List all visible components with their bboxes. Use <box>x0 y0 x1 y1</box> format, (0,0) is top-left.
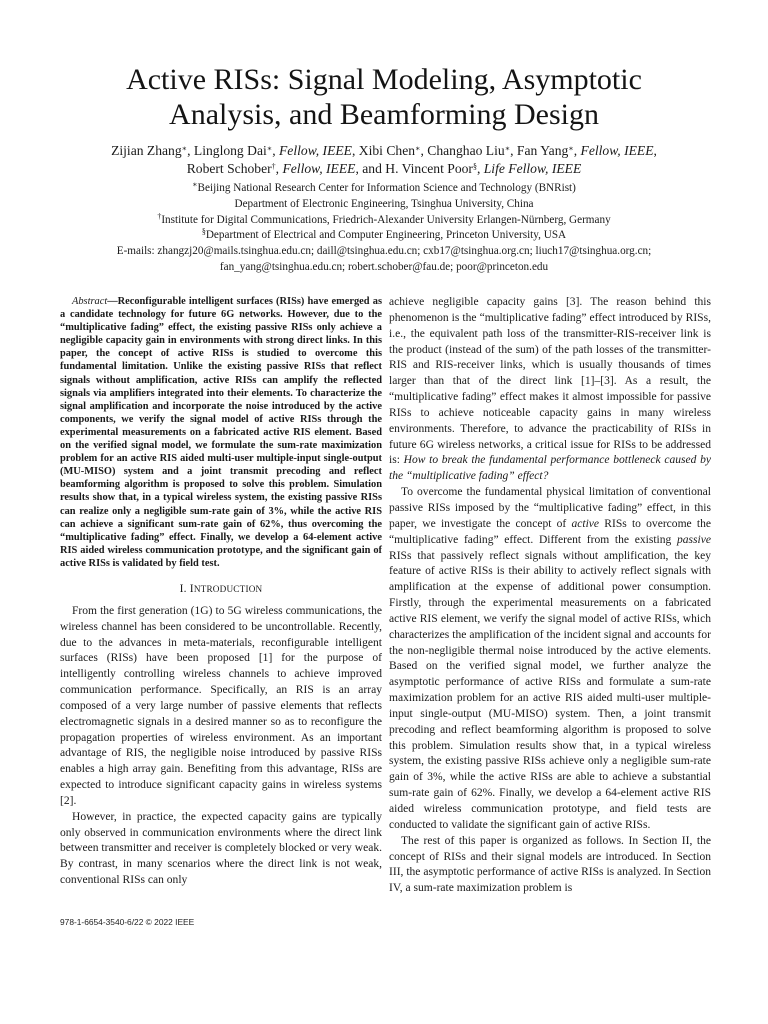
copyright-footer: 978-1-6654-3540-6/22 © 2022 IEEE <box>60 917 195 927</box>
intro-paragraph-2: However, in practice, the expected capacity gains are typically only observed in communication environments where the direct link between transmitter and receiver is completely blocked or very weak. By contrast, in many scenarios where the direct link is not weak, conventional RISs can only <box>60 810 382 887</box>
abstract-lead: Abstract <box>72 296 108 307</box>
affiliations <box>40 181 728 276</box>
abstract: Abstract—Reconfigurable intelligent surfaces (RISs) have emerged as a candidate technology for future 6G networks. However, due to the “multiplicative fading” effect, the existing passive RISs only achieve a negligible capacity gain in environments with strong direct links. In this paper, the concept of active RISs is studied to overcome this fundamental limitation. Unlike the existing passive RISs that reflect signals without amplification, active RISs can amplify the reflected signals via amplifiers integrated into their elements. To characterize the signal amplification and incorporate the noise introduced by the active components, we verify the signal model of active RISs through the experimental measurements on a fabricated active RIS element. Based on the verified signal model, we formulate the sum-rate maximization problem for an active RIS aided multi-user multiple-input single-output (MU-MISO) system and a joint transmit precoding and reflect beamforming algorithm is proposed to solve this problem. Simulation results show that, in a typical wireless system, the existing passive RISs can realize only a negligible sum-rate gain of 3%, while the active RIS can achieve a significant sum-rate gain of 62%, thus overcoming the “multiplicative fading” effect. Finally, we develop a 64-element active RIS aided wireless communication prototype, and the significant gain of active RISs is validated by field test. <box>60 296 382 569</box>
left-column <box>60 295 382 889</box>
right-paragraph-1: achieve negligible capacity gains [3]. The reason behind this phenomenon is the “multiplicative fading” effect introduced by RISs, i.e., the equivalent path loss of the transmitter-RIS-receiver link is the product (instead of the sum) of the path losses of the transmitter-RIS and RIS-receiver links, which is usually thousands of times larger than that of the direct link [1]–[3]. As a result, the “multiplicative fading” effect makes it almost impossible for passive RISs to achieve noticeable capacity gains in many wireless environments. Therefore, to advance the practicability of RISs in future 6G wireless networks, a critical issue for RISs to be addressed is: How to break the fundamental performance bottleneck caused by the “multiplicative fading” effect? <box>389 296 712 483</box>
abstract-body: Reconfigurable intelligent surfaces (RISs) have emerged as a candidate technology for future 6G networks. However, due to the “multiplicative fading” effect, the existing passive RISs only achieve a negligible capacity gain in environments with strong direct links. In this paper, the concept of active RISs is studied to overcome this fundamental limitation. Unlike the existing passive RISs that reflect signals without amplification, active RISs can amplify the reflected signals via amplifiers integrated into their elements. To characterize the signal amplification and incorporate the noise introduced by the active components, we verify the signal model of active RISs through the experimental measurements on a fabricated active RIS element. Based on the verified signal model, we formulate the sum-rate maximization problem for an active RIS aided multi-user multiple-input single-output (MU-MISO) system and a joint transmit precoding and reflect beamforming algorithm is proposed to solve this problem. Simulation results show that, in a typical wireless system, the existing passive RISs can realize only a negligible sum-rate gain of 3%, while the active RIS can achieve a significant sum-rate gain of 62%, thus overcoming the “multiplicative fading” effect. Finally, we develop a 64-element active RIS aided wireless communication prototype, and the significant gain of active RISs is validated by field test. <box>60 296 382 569</box>
right-column <box>389 295 711 897</box>
affiliation-line: §Department of Electrical and Computer Engineering, Princeton University, USA <box>201 227 567 242</box>
paper-title <box>40 62 728 132</box>
title-line-1: Active RISs: Signal Modeling, Asymptotic <box>126 63 642 96</box>
affiliation-line: †Institute for Digital Communications, Friedrich-Alexander University Erlangen-Nürnberg, Germany <box>157 211 611 226</box>
author-list <box>40 142 728 177</box>
intro-paragraph-1: From the first generation (1G) to 5G wireless communications, the wireless channel has been considered to be uncontrollable. Recently, due to the advances in meta-materials, reconfigurable intelligent surfaces (RISs) have been proposed [1] for the purpose of intelligently controlling wireless channels to achieve improved communication performance. Specifically, an RIS is an array composed of a very large number of passive elements that reflects electromagnetic signals in a desired manner so as to reconfigure the propagation properties of wireless environment. As an important advantage of RIS, the negligible noise introduced by passive RISs enables a high array gain. Benefiting from this advantage, RISs are expected to introduce significant capacity gains in wireless systems [2]. <box>60 604 382 807</box>
author-line-1: Zijian Zhang∗, Linglong Dai∗, Fellow, IEEE, Xibi Chen∗, Changhao Liu∗, Fan Yang∗, Fellow, IEEE, <box>111 143 657 158</box>
right-paragraph-2: To overcome the fundamental physical limitation of conventional passive RISs imposed by the “multiplicative fading” effect, in this paper, we investigate the concept of active RISs to overcome the “multiplicative fading” effect. Different from the existing passive RISs that passively reflect signals without amplification, the key feature of active RISs is their ability to actively reflect signals with amplification at the expense of additional power consumption. Firstly, through the experimental measurements on a fabricated active RIS element, we verify the signal model of active RISs, which characterizes the amplification of the incident signal and accounts for the non-negligible thermal noise introduced by the active elements. Based on the verified signal model, we further analyze the asymptotic performance of active RISs and formulate a sum-rate maximization problem for an active RIS aided multi-user multiple-input single-output (MU-MISO) system. Then, a joint transmit precoding and reflect beamforming algorithm is proposed to solve this problem. Simulation results show that, in a typical wireless system, the existing passive RISs achieve only a negligible sum-rate gain of 3%, while the active RISs are able to achieve a substantial sum-rate gain of 62%. Finally, we develop a 64-element active RIS aided wireless communication prototype, and field tests are conducted to validate the significant gain of active RISs. <box>389 486 711 831</box>
affiliation-line: ∗Beijing National Research Center for Information Science and Technology (BNRist) <box>192 180 576 194</box>
right-paragraph-3: The rest of this paper is organized as follows. In Section II, the concept of RISs and their signal models are introduced. In Section III, the asymptotic performance of active RISs is analyzed. In Section IV, a sum-rate maximization problem is <box>389 834 711 895</box>
key-question: How to break the fundamental performance bottleneck caused by the “multiplicative fading” effect? <box>389 454 712 483</box>
email-line: fan_yang@tsinghua.edu.cn; robert.schober@fau.de; poor@princeton.edu <box>219 260 549 273</box>
section-heading-introduction: I. INTRODUCTION <box>179 582 263 595</box>
title-line-2: Analysis, and Beamforming Design <box>169 98 599 131</box>
affiliation-line: Department of Electronic Engineering, Tsinghua University, China <box>234 197 534 210</box>
author-line-2: Robert Schober†, Fellow, IEEE, and H. Vincent Poor§, Life Fellow, IEEE <box>186 160 582 176</box>
email-line: E-mails: zhangzj20@mails.tsinghua.edu.cn; daill@tsinghua.edu.cn; cxb17@tsinghua.org.cn; liuch17@tsinghua.org.cn; <box>116 245 652 258</box>
